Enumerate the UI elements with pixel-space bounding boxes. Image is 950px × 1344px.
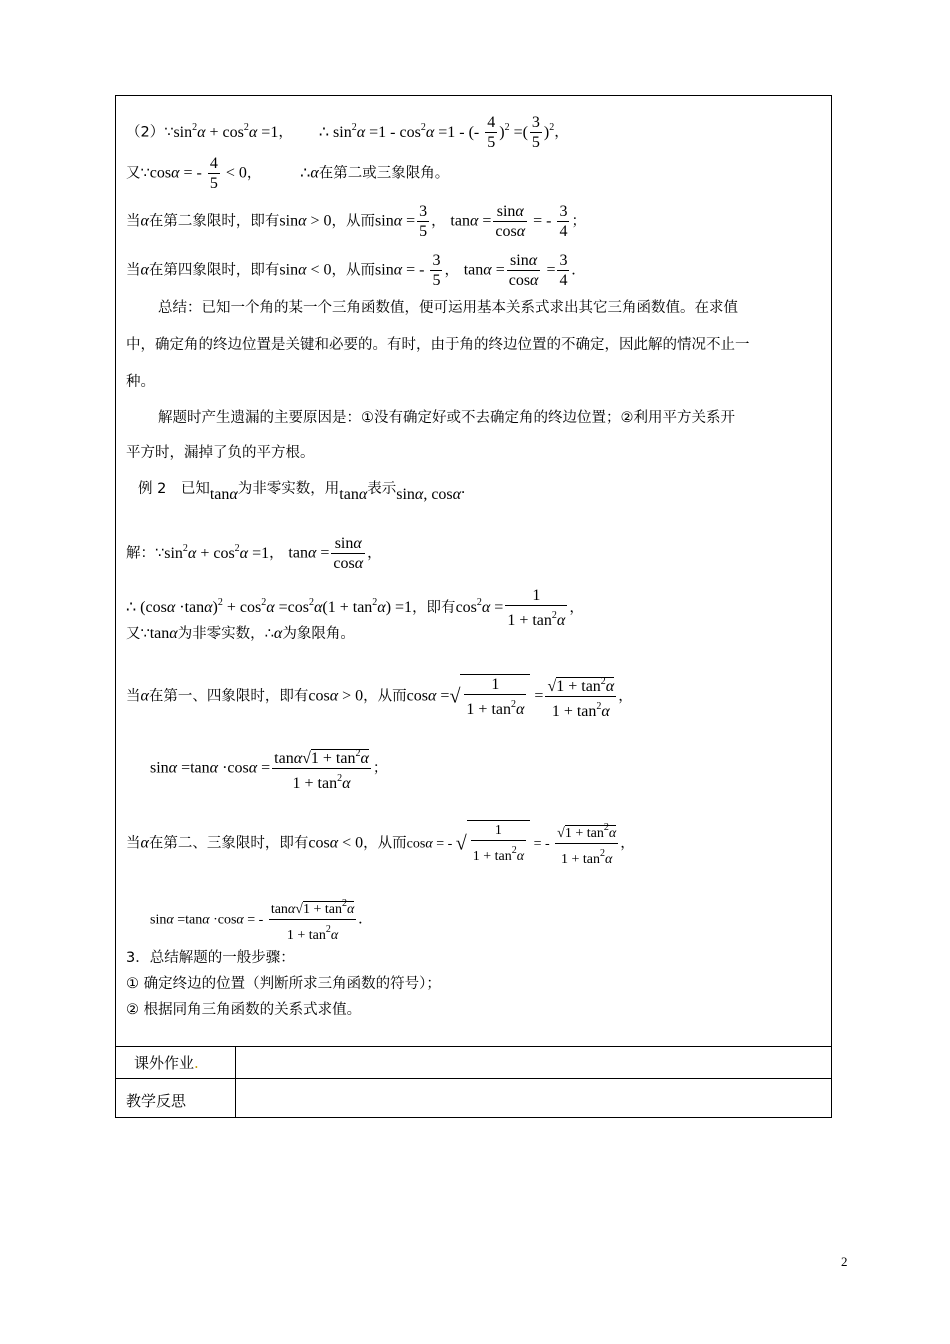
table-column-divider (235, 1046, 236, 1118)
table-row-divider-2 (116, 1078, 831, 1079)
summary-line-3: 种。 (126, 374, 155, 390)
reason-line-2: 平方时，漏掉了负的平方根。 (126, 445, 315, 461)
quadrant-14-line: 当α在第一、四象限时，即有cosα > 0，从而cosα =√ $\frac{1}{1 + \tan^2\alpha}$ = $\frac{√1 + \tan^2\alpha}{1 + \tan^2\alpha}$ ， (126, 672, 633, 721)
lesson-table (115, 95, 832, 1118)
reflection-label: 教学反思 (126, 1092, 187, 1110)
summary-line-2: 中，确定角的终边位置是关键和必要的。有时，由于角的终边位置的不确定，因此解的情况不止一 (126, 337, 750, 353)
equation-line-4: 当α在第四象限时，即有sinα < 0，从而sinα = - $\frac{3}{5}$ ， tanα = $\frac{\sin\alpha}{\cos\alpha}$ = $\frac{3}{4}$ . (126, 252, 576, 289)
page-number: 2 (841, 1254, 848, 1269)
table-row-divider-1 (116, 1046, 831, 1047)
quadrant-23-line: 当α在第二、三象限时，即有cosα < 0，从而cosα = - √ $\frac{1}{1 + \tan^2\alpha}$ = - $\frac{√1 + \tan^2\alpha}{1 + \tan^2\alpha}$ ， (126, 818, 635, 869)
equation-line-3: 当α在第二象限时，即有sinα > 0，从而sinα = $\frac{3}{5}$ ， tanα = $\frac{\sin\alpha}{\cos\alpha}$ = - $\frac{3}{4}$ ； (126, 203, 586, 240)
solution-line-1: 解：$\because\sin^2\alpha + \cos^2\alpha =1$， tanα = $\frac{\sin\alpha}{\cos\alpha}$ ， (126, 535, 382, 572)
quadrant-14-sin-line: sinα =tanα ·cosα = $\frac{\tan\alpha√1 + \tan^2\alpha}{1 + \tan^2\alpha}$ ； (150, 744, 387, 793)
solution-line-2: ∴ $(\cos\alpha \cdot\tan\alpha)^2 + \cos^2\alpha =\cos^2\alpha(1 + \tan^2\alpha) =1$，即有$\cos^2\alpha$ = $\frac{1}{1 + \tan^2\alpha}$ ， (126, 587, 584, 629)
equation-line-1: $(2)\because\sin^2\alpha + \cos^2\alpha =1$， ∴ $\sin^2\alpha =1 - \cos^2\alpha =1$ - (- $\frac{4}{5}$ )$^2$ =( $\frac{3}{5}$ )$^2$， (126, 114, 569, 151)
solution-line-3: 又∵tanα为非零实数，∴α为象限角。 (126, 625, 355, 642)
quadrant-23-sin-line: sinα =tanα ·cosα = - $\frac{\tan\alpha√1 + \tan^2\alpha}{1 + \tan^2\alpha}$ . (150, 894, 362, 945)
content-cell (116, 96, 831, 1048)
summary-line-1: 总结：已知一个角的某一个三角函数值，便可运用基本关系式求出其它三角函数值。在求值 (158, 300, 738, 316)
example-2-heading: 例 2 已知tanα为非零实数，用tanα表示sinα, cosα. (138, 480, 466, 503)
step-2: ② 根据同角三角函数的关系式求值。 (126, 1002, 362, 1018)
homework-label: 课外作业. (134, 1054, 199, 1072)
equation-line-2: 又∵cosα = - $\frac{4}{5}$ < 0， ∴α在第二或三象限角。 (126, 155, 450, 192)
step-1: ① 确定终边的位置（判断所求三角函数的符号）； (126, 976, 441, 992)
steps-title: 3．总结解题的一般步骤： (126, 950, 295, 966)
reason-line-1: 解题时产生遗漏的主要原因是：①没有确定好或不去确定角的终边位置；②利用平方关系开 (158, 410, 735, 426)
